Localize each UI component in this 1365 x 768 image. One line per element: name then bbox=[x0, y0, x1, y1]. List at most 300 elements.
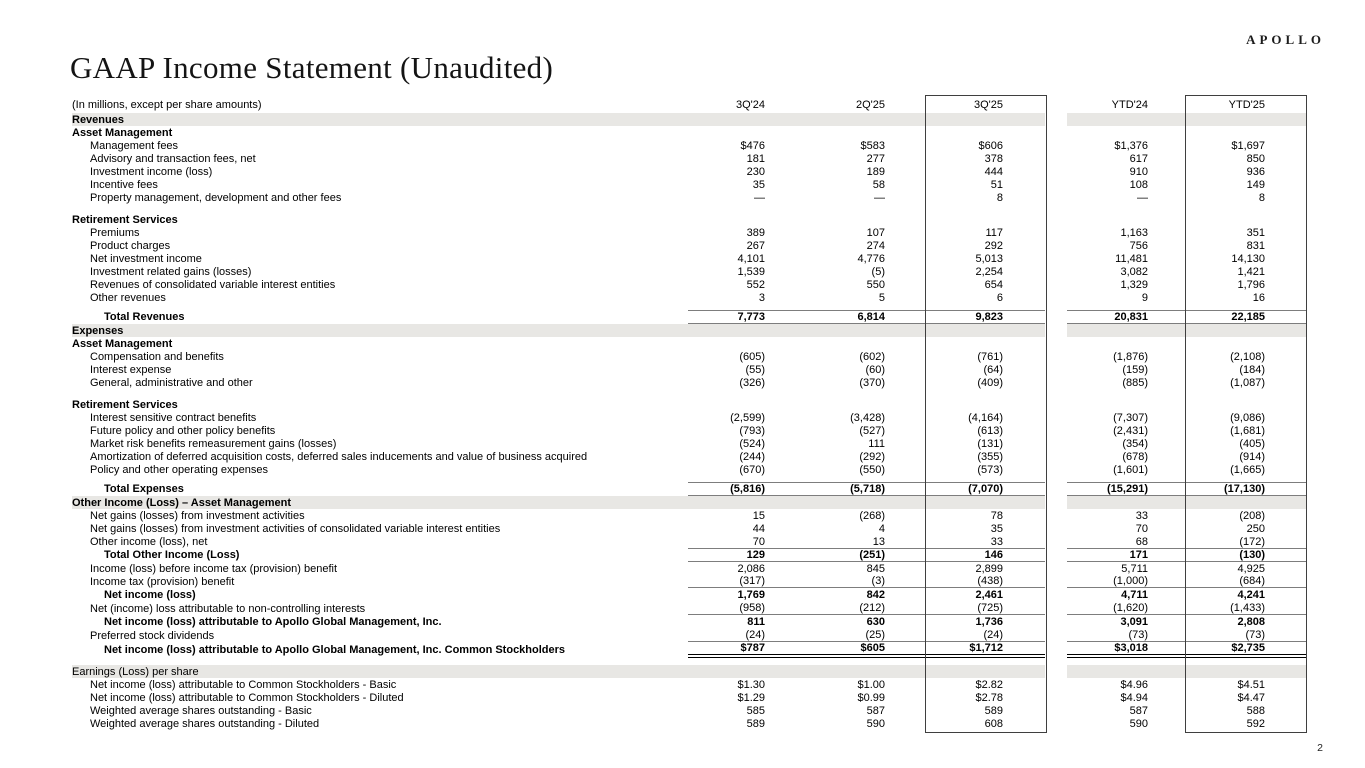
cell-value: 129 bbox=[746, 549, 765, 561]
cell-value: 831 bbox=[1246, 239, 1265, 252]
cell-value: (1,620) bbox=[1113, 602, 1148, 614]
cell-value: (251) bbox=[859, 549, 885, 561]
cell-value: 811 bbox=[747, 616, 765, 628]
cell-value: $1.30 bbox=[737, 678, 765, 691]
cell-value: (292) bbox=[859, 450, 885, 463]
column-gap bbox=[1045, 376, 1067, 389]
row-label: Weighted average shares outstanding - Basic bbox=[90, 704, 312, 717]
quarter-values bbox=[688, 562, 1045, 575]
cell-value: 1,329 bbox=[1120, 278, 1148, 291]
table-row bbox=[72, 310, 1307, 324]
cell-value: 850 bbox=[1246, 152, 1265, 165]
row-label: Other Income (Loss) – Asset Management bbox=[72, 496, 292, 509]
cell-value: $0.99 bbox=[857, 691, 885, 704]
quarter-values bbox=[688, 96, 1045, 113]
cell-value: $476 bbox=[740, 139, 765, 152]
cell-value: (1,601) bbox=[1113, 463, 1148, 476]
cell-value: 9 bbox=[1141, 291, 1148, 304]
quarter-values bbox=[688, 411, 1045, 424]
cell-value: 35 bbox=[990, 522, 1003, 535]
column-gap bbox=[1045, 213, 1067, 226]
cell-value: 146 bbox=[984, 549, 1003, 561]
table-row bbox=[72, 165, 1307, 178]
row-label: Total Revenues bbox=[104, 311, 185, 323]
cell-value: $787 bbox=[740, 642, 765, 654]
row-left-segment bbox=[72, 450, 1045, 463]
row-label: Property management, development and other fees bbox=[90, 191, 342, 204]
cell-value: (9,086) bbox=[1230, 411, 1265, 424]
cell-value: 589 bbox=[746, 717, 765, 730]
table-row bbox=[72, 522, 1307, 535]
column-header: YTD'24 bbox=[1111, 98, 1148, 111]
ytd-values bbox=[1067, 126, 1307, 139]
cell-value: (326) bbox=[739, 376, 765, 389]
cell-value: 189 bbox=[866, 165, 885, 178]
row-label: Retirement Services bbox=[72, 398, 178, 411]
cell-value: (885) bbox=[1122, 376, 1148, 389]
table-row bbox=[72, 691, 1307, 704]
cell-value: 111 bbox=[868, 437, 885, 450]
quarter-values bbox=[688, 509, 1045, 522]
row-label: Net gains (losses) from investment activities of consolidated variable interest entities bbox=[90, 522, 501, 535]
cell-value: 78 bbox=[990, 509, 1003, 522]
ytd-values bbox=[1067, 463, 1307, 476]
cell-value: 617 bbox=[1129, 152, 1148, 165]
row-label: Net investment income bbox=[90, 252, 202, 265]
cell-value: 444 bbox=[984, 165, 1003, 178]
row-left-segment bbox=[72, 575, 1045, 588]
cell-value: (1,000) bbox=[1113, 575, 1148, 587]
cell-value: (3,428) bbox=[850, 411, 885, 424]
ytd-values bbox=[1067, 96, 1307, 113]
ytd-values bbox=[1067, 704, 1307, 717]
table-row bbox=[72, 642, 1307, 658]
row-left-segment bbox=[72, 113, 1045, 126]
row-label: Revenues bbox=[72, 113, 124, 126]
row-left-segment bbox=[72, 522, 1045, 535]
row-left-segment bbox=[72, 165, 1045, 178]
cell-value: 756 bbox=[1129, 239, 1148, 252]
column-gap bbox=[1045, 239, 1067, 252]
row-left-segment bbox=[72, 548, 1045, 562]
cell-value: 68 bbox=[1135, 535, 1148, 548]
row-left-segment bbox=[72, 310, 1045, 324]
row-label: Weighted average shares outstanding - Diluted bbox=[90, 717, 320, 730]
row-left-segment bbox=[72, 424, 1045, 437]
column-gap bbox=[1045, 113, 1067, 126]
cell-value: 1,769 bbox=[737, 589, 765, 601]
ytd-values bbox=[1067, 291, 1307, 304]
table-row bbox=[72, 588, 1307, 602]
row-label: Incentive fees bbox=[90, 178, 158, 191]
income-table bbox=[72, 96, 1307, 730]
quarter-values bbox=[688, 615, 1045, 629]
cell-value: (25) bbox=[865, 629, 885, 641]
cell-value: 181 bbox=[746, 152, 765, 165]
row-label: Investment income (loss) bbox=[90, 165, 213, 178]
column-gap bbox=[1045, 363, 1067, 376]
cell-value: 4,101 bbox=[737, 252, 765, 265]
ytd-values bbox=[1067, 509, 1307, 522]
table-row bbox=[72, 678, 1307, 691]
row-left-segment bbox=[72, 278, 1045, 291]
column-gap bbox=[1045, 411, 1067, 424]
table-row bbox=[72, 437, 1307, 450]
row-left-segment bbox=[72, 213, 1045, 226]
quarter-values bbox=[688, 482, 1045, 496]
cell-value: $1.29 bbox=[737, 691, 765, 704]
table-row bbox=[72, 482, 1307, 496]
cell-value: 3 bbox=[758, 291, 765, 304]
cell-value: (7,307) bbox=[1113, 411, 1148, 424]
ytd-values bbox=[1067, 324, 1307, 337]
row-left-segment bbox=[72, 665, 1045, 678]
ytd-values bbox=[1067, 226, 1307, 239]
row-label: Product charges bbox=[90, 239, 171, 252]
ytd-values bbox=[1067, 376, 1307, 389]
cell-value: 11,481 bbox=[1115, 252, 1148, 265]
quarter-values bbox=[688, 463, 1045, 476]
quarter-values bbox=[688, 602, 1045, 615]
ytd-values bbox=[1067, 629, 1307, 642]
table-row bbox=[72, 424, 1307, 437]
table-row bbox=[72, 278, 1307, 291]
table-row bbox=[72, 411, 1307, 424]
cell-value: 107 bbox=[866, 226, 885, 239]
cell-value: $2.82 bbox=[975, 678, 1003, 691]
cell-value: 58 bbox=[872, 178, 885, 191]
ytd-values bbox=[1067, 562, 1307, 575]
cell-value: 274 bbox=[866, 239, 885, 252]
row-left-segment bbox=[72, 363, 1045, 376]
table-row bbox=[72, 126, 1307, 139]
quarter-values bbox=[688, 126, 1045, 139]
column-gap bbox=[1045, 324, 1067, 337]
cell-value: 6 bbox=[996, 291, 1003, 304]
cell-value: 267 bbox=[746, 239, 765, 252]
quarter-values bbox=[688, 575, 1045, 588]
row-left-segment bbox=[72, 376, 1045, 389]
row-left-segment bbox=[72, 152, 1045, 165]
row-label: Market risk benefits remeasurement gains (losses) bbox=[90, 437, 337, 450]
row-left-segment bbox=[72, 496, 1045, 509]
cell-value: (409) bbox=[977, 376, 1003, 389]
cell-value: (355) bbox=[977, 450, 1003, 463]
table-spacer-row bbox=[72, 204, 1307, 213]
row-label: Compensation and benefits bbox=[90, 350, 224, 363]
cell-value: (1,876) bbox=[1113, 350, 1148, 363]
table-row bbox=[72, 213, 1307, 226]
cell-value: 936 bbox=[1246, 165, 1265, 178]
row-left-segment bbox=[72, 126, 1045, 139]
cell-value: 230 bbox=[746, 165, 765, 178]
ytd-values bbox=[1067, 411, 1307, 424]
row-left-segment bbox=[72, 482, 1045, 496]
cell-value: (2,599) bbox=[730, 411, 765, 424]
column-gap bbox=[1045, 535, 1067, 548]
cell-value: (2,431) bbox=[1113, 424, 1148, 437]
cell-value: 171 bbox=[1129, 549, 1148, 561]
ytd-values bbox=[1067, 139, 1307, 152]
cell-value: 14,130 bbox=[1231, 252, 1265, 265]
cell-value: $4.47 bbox=[1237, 691, 1265, 704]
quarter-values bbox=[688, 226, 1045, 239]
cell-value: 7,773 bbox=[737, 311, 765, 323]
cell-value: $4.94 bbox=[1120, 691, 1148, 704]
cell-value: (55) bbox=[745, 363, 765, 376]
row-label: Net income (loss) attributable to Apollo Global Management, Inc. bbox=[104, 616, 442, 628]
ytd-values bbox=[1067, 350, 1307, 363]
cell-value: (73) bbox=[1128, 629, 1148, 641]
cell-value: (1,087) bbox=[1230, 376, 1265, 389]
quarter-values bbox=[688, 310, 1045, 324]
cell-value: 2,086 bbox=[737, 562, 765, 575]
cell-value: 292 bbox=[984, 239, 1003, 252]
cell-value: (268) bbox=[859, 509, 885, 522]
cell-value: (354) bbox=[1122, 437, 1148, 450]
cell-value: (605) bbox=[739, 350, 765, 363]
column-gap bbox=[1045, 717, 1067, 730]
table-units-note: (In millions, except per share amounts) bbox=[72, 98, 262, 111]
ytd-values bbox=[1067, 535, 1307, 548]
column-gap bbox=[1045, 178, 1067, 191]
cell-value: 108 bbox=[1129, 178, 1148, 191]
cell-value: 1,539 bbox=[737, 265, 765, 278]
row-left-segment bbox=[72, 535, 1045, 548]
cell-value: $3,018 bbox=[1114, 642, 1148, 654]
cell-value: 590 bbox=[1129, 717, 1148, 730]
cell-value: 8 bbox=[1258, 191, 1265, 204]
ytd-values bbox=[1067, 602, 1307, 615]
column-header: 3Q'24 bbox=[735, 98, 765, 111]
row-left-segment bbox=[72, 178, 1045, 191]
cell-value: 5 bbox=[878, 291, 885, 304]
column-gap bbox=[1045, 496, 1067, 509]
row-left-segment bbox=[72, 411, 1045, 424]
column-gap bbox=[1045, 450, 1067, 463]
row-left-segment bbox=[72, 337, 1045, 350]
cell-value: 8 bbox=[996, 191, 1003, 204]
row-label: Interest sensitive contract benefits bbox=[90, 411, 257, 424]
cell-value: 70 bbox=[1135, 522, 1148, 535]
row-left-segment bbox=[72, 252, 1045, 265]
row-label: Net income (loss) attributable to Common Stockholders - Basic bbox=[90, 678, 397, 691]
table-spacer-row bbox=[72, 389, 1307, 398]
row-label: Asset Management bbox=[72, 337, 173, 350]
cell-value: 3,082 bbox=[1120, 265, 1148, 278]
row-label: Total Expenses bbox=[104, 483, 184, 495]
cell-value: $1,697 bbox=[1231, 139, 1265, 152]
page-title: GAAP Income Statement (Unaudited) bbox=[70, 50, 554, 85]
row-left-segment bbox=[72, 239, 1045, 252]
ytd-values bbox=[1067, 717, 1307, 730]
cell-value: (184) bbox=[1239, 363, 1265, 376]
cell-value: $1,376 bbox=[1114, 139, 1148, 152]
column-header: 3Q'25 bbox=[973, 98, 1003, 111]
row-left-segment bbox=[72, 463, 1045, 476]
cell-value: 250 bbox=[1246, 522, 1265, 535]
cell-value: (5) bbox=[871, 265, 885, 278]
column-gap bbox=[1045, 437, 1067, 450]
quarter-values bbox=[688, 152, 1045, 165]
column-gap bbox=[1045, 602, 1067, 615]
cell-value: (208) bbox=[1239, 509, 1265, 522]
ytd-values bbox=[1067, 178, 1307, 191]
cell-value: (670) bbox=[739, 463, 765, 476]
cell-value: $4.51 bbox=[1237, 678, 1265, 691]
cell-value: (4,164) bbox=[968, 411, 1003, 424]
row-label: Premiums bbox=[90, 226, 140, 239]
cell-value: — bbox=[754, 191, 765, 204]
table-row bbox=[72, 291, 1307, 304]
row-label: Interest expense bbox=[90, 363, 172, 376]
column-gap bbox=[1045, 337, 1067, 350]
quarter-values bbox=[688, 691, 1045, 704]
ytd-values bbox=[1067, 213, 1307, 226]
row-left-segment bbox=[72, 615, 1045, 629]
cell-value: 378 bbox=[984, 152, 1003, 165]
quarter-values bbox=[688, 165, 1045, 178]
cell-value: 149 bbox=[1246, 178, 1265, 191]
cell-value: 33 bbox=[1135, 509, 1148, 522]
column-gap bbox=[1045, 629, 1067, 642]
table-header-row bbox=[72, 96, 1307, 113]
ytd-values bbox=[1067, 165, 1307, 178]
cell-value: (130) bbox=[1239, 549, 1265, 561]
cell-value: 1,796 bbox=[1237, 278, 1265, 291]
ytd-values bbox=[1067, 691, 1307, 704]
table-row bbox=[72, 535, 1307, 548]
quarter-values bbox=[688, 629, 1045, 642]
cell-value: (212) bbox=[859, 602, 885, 614]
column-header: YTD'25 bbox=[1228, 98, 1265, 111]
ytd-values bbox=[1067, 615, 1307, 629]
table-row bbox=[72, 463, 1307, 476]
cell-value: 845 bbox=[866, 562, 885, 575]
cell-value: 9,823 bbox=[975, 311, 1003, 323]
row-left-segment bbox=[72, 642, 1045, 658]
column-gap bbox=[1045, 191, 1067, 204]
quarter-values bbox=[688, 376, 1045, 389]
column-header: 2Q'25 bbox=[855, 98, 885, 111]
row-left-segment bbox=[72, 717, 1045, 730]
table-row bbox=[72, 252, 1307, 265]
column-gap bbox=[1045, 291, 1067, 304]
cell-value: (64) bbox=[983, 363, 1003, 376]
quarter-values bbox=[688, 252, 1045, 265]
column-gap bbox=[1045, 350, 1067, 363]
column-gap bbox=[1045, 463, 1067, 476]
cell-value: (60) bbox=[865, 363, 885, 376]
cell-value: (684) bbox=[1239, 575, 1265, 587]
column-gap bbox=[1045, 615, 1067, 629]
row-label: Total Other Income (Loss) bbox=[104, 549, 240, 561]
table-row bbox=[72, 191, 1307, 204]
cell-value: 2,808 bbox=[1237, 616, 1265, 628]
cell-value: 1,421 bbox=[1237, 265, 1265, 278]
row-left-segment bbox=[72, 509, 1045, 522]
row-label: Net income (loss) attributable to Apollo Global Management, Inc. Common Stockholders bbox=[104, 644, 566, 656]
column-gap bbox=[1045, 588, 1067, 602]
cell-value: 4,711 bbox=[1121, 589, 1148, 601]
cell-value: 2,254 bbox=[975, 265, 1003, 278]
cell-value: (1,665) bbox=[1230, 463, 1265, 476]
cell-value: (172) bbox=[1239, 535, 1265, 548]
cell-value: $2,735 bbox=[1231, 642, 1265, 654]
cell-value: 6,814 bbox=[857, 311, 885, 323]
cell-value: 51 bbox=[990, 178, 1003, 191]
ytd-values bbox=[1067, 152, 1307, 165]
cell-value: 5,013 bbox=[975, 252, 1003, 265]
column-gap bbox=[1045, 139, 1067, 152]
row-left-segment bbox=[72, 324, 1045, 337]
column-gap bbox=[1045, 642, 1067, 658]
cell-value: 16 bbox=[1252, 291, 1265, 304]
apollo-logo: APOLLO bbox=[1246, 32, 1325, 47]
cell-value: $605 bbox=[860, 642, 885, 654]
table-row bbox=[72, 717, 1307, 730]
cell-value: 351 bbox=[1246, 226, 1265, 239]
cell-value: (131) bbox=[977, 437, 1003, 450]
table-row bbox=[72, 139, 1307, 152]
cell-value: 4,241 bbox=[1237, 589, 1265, 601]
quarter-values bbox=[688, 324, 1045, 337]
row-left-segment bbox=[72, 191, 1045, 204]
cell-value: 588 bbox=[1246, 704, 1265, 717]
cell-value: 277 bbox=[866, 152, 885, 165]
cell-value: (613) bbox=[977, 424, 1003, 437]
ytd-values bbox=[1067, 239, 1307, 252]
ytd-values bbox=[1067, 575, 1307, 588]
cell-value: (2,108) bbox=[1230, 350, 1265, 363]
cell-value: 910 bbox=[1129, 165, 1148, 178]
quarter-values bbox=[688, 139, 1045, 152]
column-gap bbox=[1045, 96, 1067, 113]
cell-value: (527) bbox=[859, 424, 885, 437]
cell-value: 608 bbox=[984, 717, 1003, 730]
table-row bbox=[72, 615, 1307, 629]
column-gap bbox=[1045, 278, 1067, 291]
row-label: Retirement Services bbox=[72, 213, 178, 226]
row-label: Income (loss) before income tax (provision) benefit bbox=[90, 562, 337, 575]
ytd-values bbox=[1067, 363, 1307, 376]
cell-value: (24) bbox=[745, 629, 765, 641]
row-label: Net (income) loss attributable to non-controlling interests bbox=[90, 602, 366, 615]
quarter-values bbox=[688, 496, 1045, 509]
cell-value: 22,185 bbox=[1231, 311, 1265, 323]
column-gap bbox=[1045, 509, 1067, 522]
quarter-values bbox=[688, 588, 1045, 602]
cell-value: 4,776 bbox=[857, 252, 885, 265]
row-label: Expenses bbox=[72, 324, 124, 337]
row-left-segment bbox=[72, 704, 1045, 717]
row-label: Advisory and transaction fees, net bbox=[90, 152, 256, 165]
quarter-values bbox=[688, 450, 1045, 463]
row-label: Income tax (provision) benefit bbox=[90, 575, 235, 588]
column-gap bbox=[1045, 265, 1067, 278]
cell-value: 5,711 bbox=[1121, 562, 1148, 575]
table-row bbox=[72, 665, 1307, 678]
cell-value: $583 bbox=[860, 139, 885, 152]
row-left-segment bbox=[72, 678, 1045, 691]
quarter-values bbox=[688, 437, 1045, 450]
quarter-values bbox=[688, 704, 1045, 717]
cell-value: (678) bbox=[1122, 450, 1148, 463]
table-row bbox=[72, 548, 1307, 562]
table-row bbox=[72, 239, 1307, 252]
cell-value: (370) bbox=[859, 376, 885, 389]
cell-value: 654 bbox=[984, 278, 1003, 291]
